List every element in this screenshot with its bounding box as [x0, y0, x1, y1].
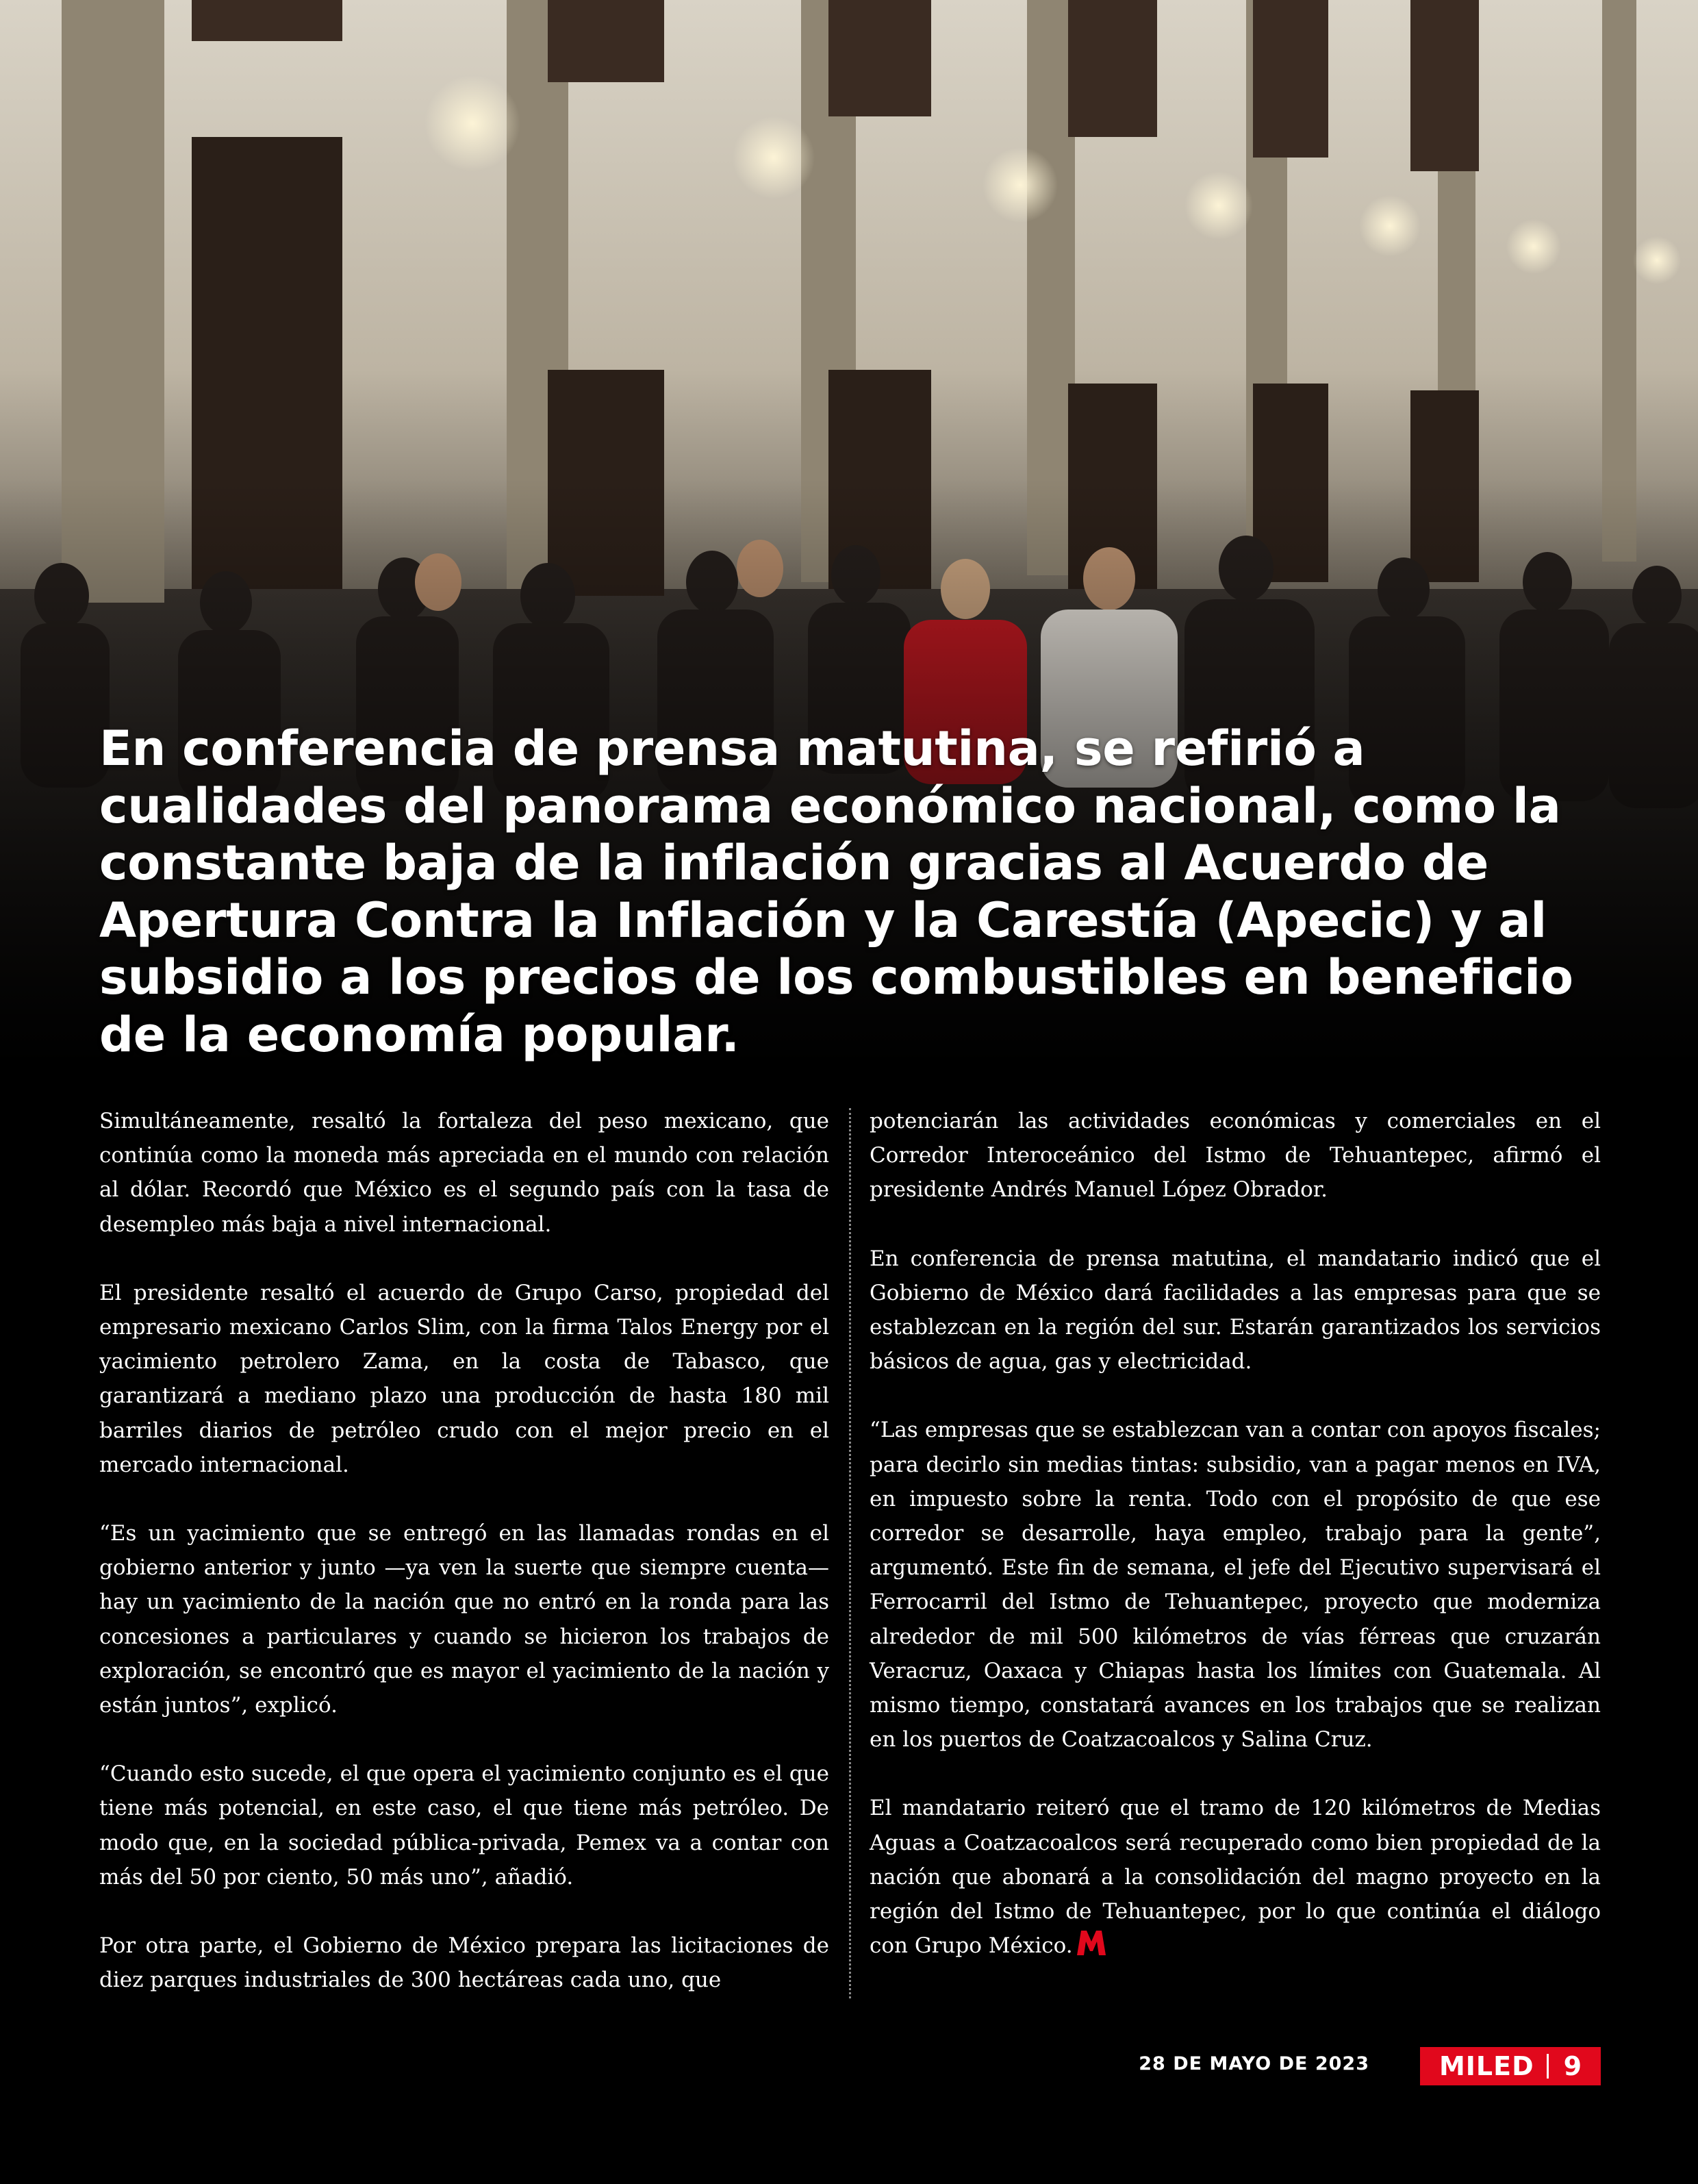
badge-separator	[1547, 2054, 1549, 2079]
paragraph: El presidente resaltó el acuerdo de Grupo Carso, propiedad del empresario mexicano Carlos Slim, con la firma Talos Energy por el yacimiento petrolero Zama, en la costa de Tabasco, que garantizará a mediano plazo una producción de hasta 180 mil barriles diarios de petróleo crudo con el mejor precio en el mercado internacional.	[99, 1280, 829, 1477]
paragraph: “Las empresas que se establezcan van a contar con apoyos fiscales; para decirlo sin medias tintas: subsidio, van a pagar menos en IVA, en impuesto sobre la renta. Todo con el propósito de que ese corredor se desarrolle, haya empleo, trabajo para la gente”, argumentó. Este fin de semana, el jefe del Ejecutivo supervisará el Ferrocarril del Istmo de Tehuantepec, proyecto que moderniza alrededor de mil 500 kilómetros de vías férreas que cruzarán Veracruz, Oaxaca y Chiapas hasta los límites con Guatemala. Al mismo tiempo, constatará avances en los trabajos que se realizan en los puertos de Coatzacoalcos y Salina Cruz.	[870, 1418, 1601, 1753]
paragraph-last	[870, 1791, 1601, 1963]
article-right-column	[870, 1104, 1601, 1963]
paragraph: potenciarán las actividades económicas y comerciales en el Corredor Interoceánico del Istmo de Tehuantepec, afirmó el presidente Andrés Manuel López Obrador.	[870, 1109, 1601, 1203]
issue-date: 28 DE MAYO DE 2023	[1139, 2053, 1369, 2074]
paragraph: “Cuando esto sucede, el que opera el yacimiento conjunto es el que tiene más potencial, en este caso, el que tiene más petróleo. De modo que, en la sociedad pública-privada, Pemex va a contar con más del 50 por ciento, 50 más uno”, añadió.	[99, 1761, 829, 1890]
column-divider	[849, 1108, 851, 1998]
page-number: 9	[1563, 2051, 1582, 2081]
paragraph: En conferencia de prensa matutina, el mandatario indicó que el Gobierno de México dará facilidades a las empresas para que se establezcan en la región del sur. Estarán garantizados los servicios básicos de agua, gas y electricidad.	[870, 1246, 1601, 1375]
paragraph-text: El mandatario reiteró que el tramo de 120 kilómetros de Medias Aguas a Coatzacoalcos será recuperado como bien propiedad de la nación que abonará a la consolidación del magno proyecto en la región del Istmo de Tehuantepec, por lo que continúa el diálogo con Grupo México.	[870, 1796, 1601, 1959]
paragraph: Simultáneamente, resaltó la fortaleza del peso mexicano, que continúa como la moneda más apreciada en el mundo con relación al dólar. Recordó que México es el segundo país con la tasa de desempleo más baja a nivel internacional.	[99, 1109, 829, 1237]
headline: En conferencia de prensa matutina, se refirió a cualidades del panorama económico nacional, como la constante baja de la inflación gracias al Acuerdo de Apertura Contra la Inflación y la Carestía (Apecic) y al subsidio a los precios de los combustibles en beneficio de la economía popular.	[99, 720, 1573, 1063]
paragraph: Por otra parte, el Gobierno de México prepara las licitaciones de diez parques industriales de 300 hectáreas cada uno, que	[99, 1933, 829, 1993]
article-left-column	[99, 1104, 829, 1997]
brand-badge	[1420, 2047, 1601, 2085]
brand-name: MILED	[1439, 2051, 1534, 2081]
miled-m-logo-icon	[1076, 1929, 1107, 1957]
paragraph: “Es un yacimiento que se entregó en las llamadas rondas en el gobierno anterior y junto —ya ven la suerte que siempre cuenta— hay un yacimiento de la nación que no entró en la ronda para las concesiones a particulares y cuando se hicieron los trabajos de exploración, se encontró que es mayor el yacimiento de la nación y están juntos”, explicó.	[99, 1521, 829, 1718]
